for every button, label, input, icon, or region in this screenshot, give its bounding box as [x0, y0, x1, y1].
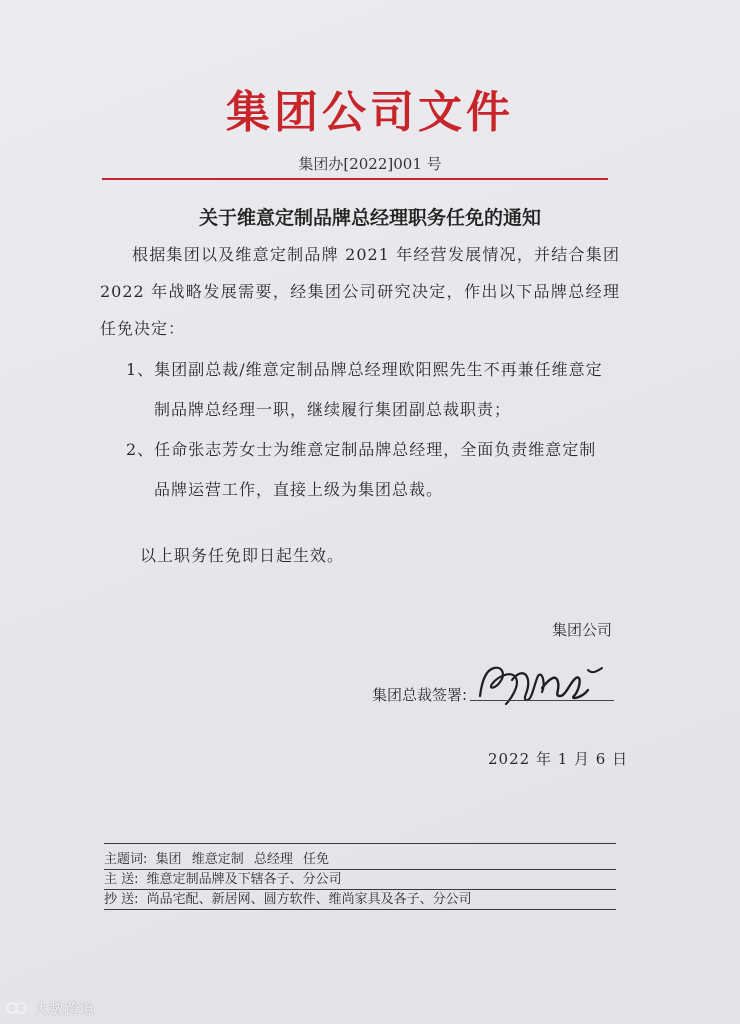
notice-title: 关于维意定制品牌总经理职务任免的通知: [198, 207, 541, 229]
subject-label: 主题词:: [104, 852, 148, 867]
main-send-recipients: 维意定制品牌及下辖各子、分公司: [146, 872, 342, 887]
signer-label: 集团总裁签署:: [372, 686, 468, 704]
footer-cc-row: [104, 888, 616, 910]
header-divider: [102, 178, 608, 180]
footer-main-send-row: [104, 868, 616, 890]
watermark-text: 大數跨境: [34, 999, 95, 1018]
list-item-text: 集团副总裁/维意定制品牌总经理欧阳熙先生不再兼任维意定制品牌总经理一职，继续履行集团副总裁职责；: [154, 360, 603, 419]
subject-term: 维意定制: [191, 852, 244, 867]
list-item-content: [126, 430, 612, 510]
footer-divider: [104, 843, 616, 844]
watermark: [6, 998, 94, 1018]
list-item-content: [126, 350, 612, 430]
document-date: 2022 年 1 月 6 日: [488, 750, 629, 768]
intro-paragraph: 根据集团以及维意定制品牌 2021 年经营发展情况，并结合集团 2022 年战略发展需要，经集团公司研究决定，作出以下品牌总经理任免决定：: [100, 245, 620, 338]
subject-term: 集团: [155, 852, 182, 867]
list-item: [126, 430, 612, 510]
document-number: 集团办[2022]001 号: [298, 155, 442, 173]
watermark-logo-icon: [6, 1000, 28, 1016]
subject-term: 任免: [303, 852, 330, 867]
effective-statement: 以上职务任免即日起生效。: [140, 546, 345, 565]
footer-subject-row: [104, 848, 616, 870]
cc-label: 抄 送:: [104, 892, 139, 907]
list-item-number: 1、: [126, 360, 155, 379]
main-send-label: 主 送:: [104, 872, 139, 887]
document-header-title: 集团公司文件: [226, 87, 514, 138]
issuing-company: 集团公司: [552, 621, 613, 639]
signature-line: [470, 700, 614, 701]
list-item-text: 任命张志芳女士为维意定制品牌总经理，全面负责维意定制品牌运营工作，直接上级为集团总裁。: [154, 440, 597, 499]
subject-term: 总经理: [253, 852, 293, 867]
list-item-number: 2、: [126, 440, 155, 459]
list-item: [126, 350, 612, 430]
cc-recipients: 尚品宅配、新居网、圆方软件、维尚家具及各子、分公司: [146, 892, 472, 907]
